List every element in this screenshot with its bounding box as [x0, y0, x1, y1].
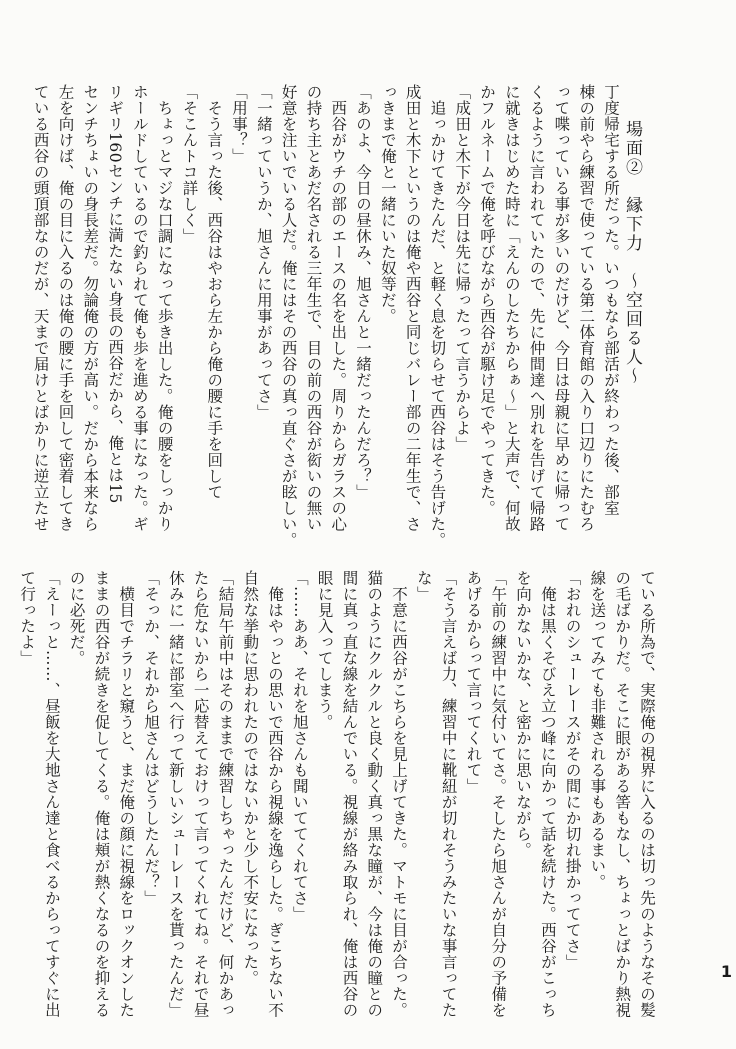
- text-line: 「そこんトコ詳しく」: [180, 84, 199, 244]
- bottom-text-block: [18, 570, 656, 1018]
- text-line: 「そっか、それから旭さんはどうしたんだ？」: [142, 570, 161, 906]
- page-number: 1: [720, 962, 732, 981]
- text-line: ちょっとマジな口調になって歩き出した。俺の腰をしっかり: [155, 84, 174, 532]
- text-line: 俺はやっとの思いで西谷から視線を逸らした。ぎこちない不: [266, 570, 285, 1018]
- text-line: 猫のようにクルクルと良く動く真っ黒な瞳が、今は俺の瞳との: [365, 570, 384, 1018]
- text-line: っきまで俺と一緒にいた奴等だ。: [378, 84, 397, 324]
- text-line: そう言った後、西谷はやおら左から俺の腰に手を回して: [205, 84, 224, 500]
- text-line: 「成田と木下が今日は先に帰ったって言うからよ」: [453, 84, 472, 452]
- text-line: 不意に西谷がこちらを見上げてきた。マトモに目が合った。: [390, 570, 409, 1018]
- text-line: 「結局午前中はそのままで練習しちゃったんだけど、何かあっ: [216, 570, 235, 1018]
- text-line: あげるからって言ってくれて」: [464, 570, 483, 794]
- text-line: って喋っている事が多いのだけど、今日は母親に早めに帰って: [552, 84, 571, 532]
- text-line: 「用事？」: [230, 84, 249, 164]
- text-line: センチちょいの身長差だ。勿論俺の方が高い。だから本来なら: [81, 84, 100, 532]
- text-line: の持ち主とあだ名される三年生で、目の前の西谷が衒いの無い: [304, 84, 323, 532]
- text-line: 「そう言えば力、練習中に靴紐が切れそうみたいな事言ってた: [439, 570, 458, 1018]
- text-line: 俺は黒くそびえ立つ峰に向かって話を続けた。西谷がこっち: [538, 570, 557, 1018]
- text-line: の毛ばかりだ。そこに眼がある筈もなし、ちょっとばかり熱視: [613, 570, 632, 1018]
- top-text-block: [18, 84, 620, 548]
- text-line: 休みに一緒に部室へ行って新しいシューレースを貰ったんだ」: [166, 570, 185, 1018]
- scene-title: 場面② 縁下力 ～空回る人～: [622, 120, 642, 386]
- text-line: 西谷がウチの部のエースの名を出した。周りからガラスの心: [329, 84, 348, 532]
- text-line: 好意を注いでいる人だ。俺にはその西谷の真っ直ぐさが眩しい。: [279, 84, 298, 548]
- text-line: 丁度帰宅する所だった。いつもなら部活が終わった後、部室: [602, 84, 620, 516]
- text-line: 成田と木下というのは俺や西谷と同じバレー部の二年生で、さ: [403, 84, 422, 532]
- text-line: な」: [414, 570, 433, 602]
- text-line: リギリ160センチに満たない身長の西谷だから、俺とは15: [106, 84, 125, 504]
- text-line: 間に真っ直な線を結んでいる。視線が絡み取られ、俺は西谷の: [340, 570, 359, 1018]
- text-line: 「あのよ、今日の昼休み、旭さんと一緒だったんだろ？」: [354, 84, 373, 500]
- text-line: 「えーっと……、昼飯を大地さん達と食べるからってすぐに出: [42, 570, 61, 1018]
- text-line: を向かないかな、と密かに思いながら。: [514, 570, 533, 858]
- text-line: 自然な挙動に思われたのではないかと少し不安になった。: [241, 570, 260, 986]
- text-line: 「おれのシューレースがその間にか切れ掛かっててさ」: [563, 570, 582, 970]
- text-line: 棟の前やら練習で使っている第二体育館の入り口辺りにたむろ: [577, 84, 596, 532]
- text-line: 「……ああ、それを旭さんも聞いててくれてさ」: [290, 570, 309, 922]
- text-line: 左を向けば、俺の目に入るのは俺の腰に手を回して密着してき: [56, 84, 75, 532]
- text-line: くるように言われていたので、先に仲間達へ別れを告げて帰路: [527, 84, 546, 532]
- text-line: のに必死だ。: [67, 570, 86, 666]
- text-line: に就きはじめた時に「えんのしたちからぁ～」と大声で、何故: [502, 84, 521, 532]
- text-line: ホールドしているので釣られて俺も歩を進める事になった。ギ: [130, 84, 149, 532]
- text-line: ている所為で、実際俺の視界に入るのは切っ先のようなその髪: [638, 570, 656, 1018]
- text-line: ている西谷の頭頂部なのだが、天まで届けとばかりに逆立たせ: [31, 84, 50, 532]
- text-line: て行ったよ」: [18, 570, 37, 666]
- text-line: たら危ないから一応替えておけって言ってくれてね。それで昼: [191, 570, 210, 1018]
- text-line: 線を送ってみても非難される事もあるまい。: [588, 570, 607, 890]
- text-line: 追っかけてきたんだ、と軽く息を切らせて西谷はそう告げた。: [428, 84, 447, 548]
- text-line: 横目でチラリと窺うと、まだ俺の顔に視線をロックオンした: [117, 570, 136, 1018]
- text-line: 「一緒っていうか、旭さんに用事があってさ」: [254, 84, 273, 420]
- text-line: 眼に見入ってしまう。: [315, 570, 334, 730]
- text-line: ままの西谷が続きを促してくる。俺は頬が熱くなるのを抑える: [92, 570, 111, 1018]
- text-line: 「午前の練習中に気付いてさ。そしたら旭さんが自分の予備を: [489, 570, 508, 1018]
- text-line: かフルネームで俺を呼びながら西谷が駆け足でやってきた。: [478, 84, 497, 516]
